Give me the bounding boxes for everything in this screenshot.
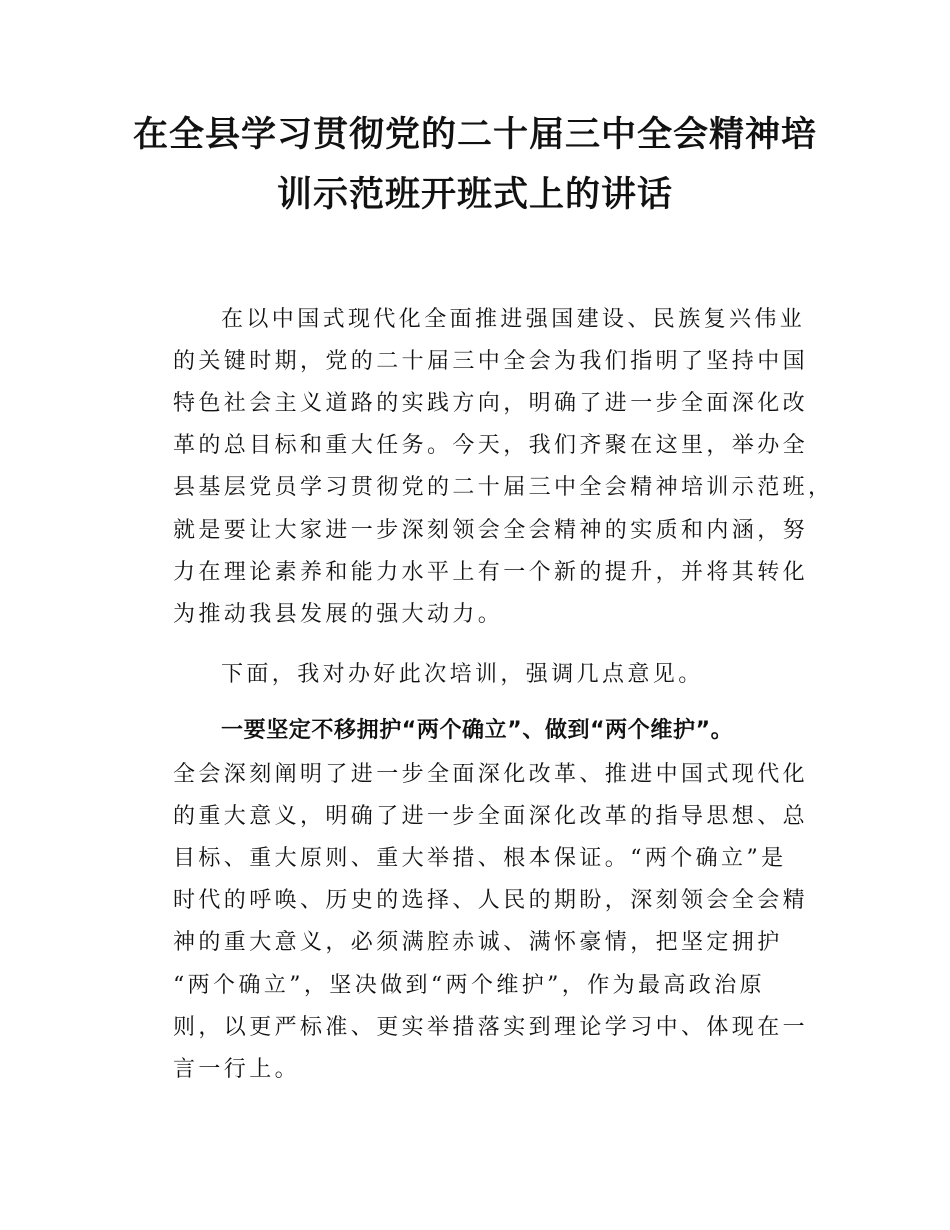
paragraph-3-line: 全会深刻阐明了进一步全面深化改革、推进中国式现代化 [173, 762, 809, 787]
paragraph-3-heading: 一要坚定不移拥护“两个确立”、做到“两个维护”。 [221, 718, 734, 743]
paragraph-1-line: 的关键时期，党的二十届三中全会为我们指明了坚持中国 [173, 349, 809, 374]
paragraph-3-line: 则，以更严标准、更实举措落实到理论学习中、体现在一 [173, 1015, 809, 1040]
paragraph-1-line: 县基层党员学习贯彻党的二十届三中全会精神培训示范班， [173, 475, 834, 500]
paragraph-3-line: 目标、重大原则、重大举措、根本保证。“两个确立”是 [173, 846, 787, 871]
paragraph-3-line: 神的重大意义，必须满腔赤诚、满怀豪情，把坚定拥护 [173, 930, 783, 955]
document-title-line-1: 在全县学习贯彻党的二十届三中全会精神培 [132, 115, 817, 155]
paragraph-3-line: 言一行上。 [173, 1057, 301, 1082]
document-title-line-2: 训示范班开班式上的讲话 [276, 175, 673, 215]
paragraph-3-line: 的重大意义，明确了进一步全面深化改革的指导思想、总 [173, 804, 809, 829]
paragraph-1-line: 为推动我县发展的强大动力。 [173, 602, 504, 627]
paragraph-1-line: 特色社会主义道路的实践方向，明确了进一步全面深化改 [173, 391, 809, 416]
paragraph-3-line: 时代的呼唤、历史的选择、人民的期盼，深刻领会全会精 [173, 888, 809, 913]
paragraph-1-line: 就是要让大家进一步深刻领会全会精神的实质和内涵，努 [173, 518, 809, 543]
paragraph-1-line: 力在理论素养和能力水平上有一个新的提升，并将其转化 [173, 560, 809, 585]
paragraph-3-line: “两个确立”，坚决做到“两个维护”，作为最高政治原 [173, 973, 765, 998]
paragraph-1-line: 在以中国式现代化全面推进强国建设、民族复兴伟业 [221, 307, 806, 332]
paragraph-1-line: 革的总目标和重大任务。今天，我们齐聚在这里，举办全 [173, 433, 809, 458]
paragraph-2-line: 下面，我对办好此次培训，强调几点意见。 [221, 662, 704, 687]
